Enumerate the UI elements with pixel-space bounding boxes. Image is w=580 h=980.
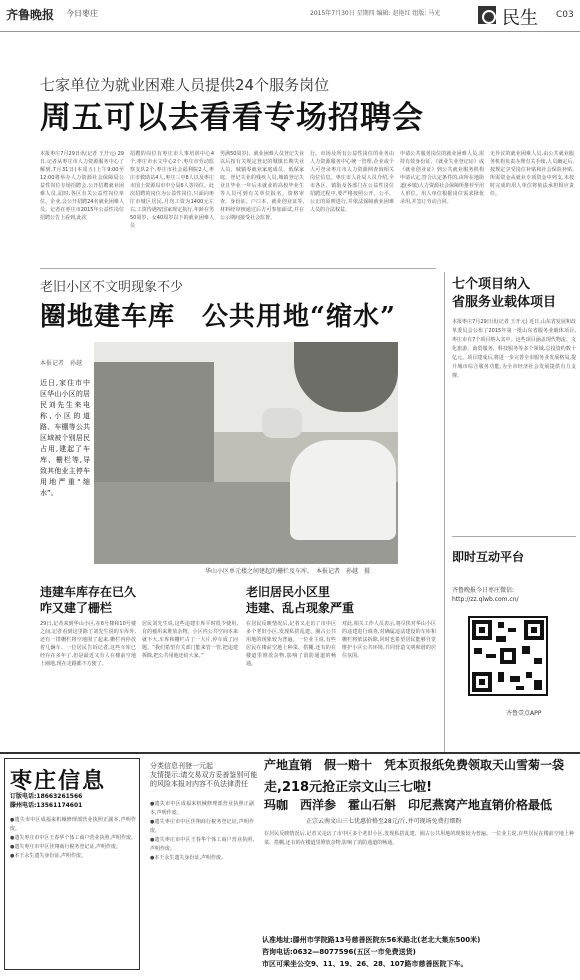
ad-line: 产地直销 假一赔十 凭本页报纸免费领取天山雪菊一袋	[264, 758, 565, 772]
story2-column: 居民刘先生说,这些违建车库平时很少使用,有的被用来堆放杂物。小区内公共空间本来就不大,车库和栅栏占了一大片,停车成了问题。“我们希望有关部门能来管一管,把违建拆除,把公共用地还给大家。”	[142, 621, 238, 659]
ad-subline: 正宗云南文山三七优惠价格至28元/斤,并可现场免费打细粉	[306, 818, 462, 825]
story1-column: 无异议的就业困难人员,由公共就业服务机构负责办理有关手续,人员确定后,按规定享受岗位补贴和社会保险补贴,所需资金从就业专项资金中列支,未按时完成的用人单位将依法承担相应责任。	[490, 151, 574, 197]
section-name: 民生	[502, 8, 538, 29]
story2-subhead: 违建车库存在已久 咋又建了栅栏	[40, 585, 137, 615]
newspaper-logo: 齐鲁晚报	[6, 8, 55, 22]
story2-lead: 近日,家住市中区华山小区的居民刘先生来电称,小区的道路、车棚等公共区域被个别居民占用,建起了车库、栅栏等,导致其他业主停车用地严重“缩水”。	[40, 379, 90, 497]
story2-column: 29日,记者来到华山小区,在6号楼和10号楼之间,记者看到这里除了刘先生说的车库外,还有一排栅栏将空地围了起来,栅栏内停放着几辆车。一位居民告诉记者,这些车库已经存在多年了,但是最近又有人在楼前空地上圈地,现在走路都不方便了。	[40, 621, 136, 667]
bottom-rule	[0, 752, 580, 754]
url-label: 齐鲁晚报今日枣庄微信:	[452, 587, 515, 594]
qr-caption: 齐鲁壹点APP	[506, 710, 542, 717]
classified-item: ●遗失枣庄市中区佳翔商行税务登记证,声明作废。	[150, 819, 254, 834]
story1-kicker: 七家单位为就业困难人员提供24个服务岗位	[40, 76, 330, 94]
classified-list	[150, 800, 254, 970]
classified-item: ●本王永生遗失身份证,声明作废。	[10, 853, 86, 859]
classified-item: ●遗失市中区成福来机械修理部营业执照正副本,声明作废。	[150, 801, 254, 816]
divider	[452, 536, 576, 537]
building	[94, 362, 214, 482]
ad-body: 在居民反映情况后,记者又走访了市中区多个老旧小区,发现私搭乱建、圈占公共用地的现象较为普遍。一位业主说,有些居民在楼前空地上种菜、搭棚,还有的在楼道里堆放杂物,影响了消防通道的畅通。	[264, 831, 574, 846]
classifieds-title: 枣庄信息	[10, 768, 107, 794]
story1-column: 本报枣庄7月29日讯(记者 王开元) 29日,记者从枣庄市人力资源服务中心了解到,7月31日(本周五)上午9:00至12:00将举办人力资源社会保障局公益性岗位专场招聘会,公开招聘就业困难人员,届时,各区有关公益性岗位单位、企业,会公开招聘24名就业困难人员。记者在枣庄市2015年公益性岗位招聘公告上看到,此次	[40, 151, 124, 221]
section-icon	[478, 6, 496, 24]
classified-item: ●遗失枣庄市中区王春华个体工商户营业执照,声明作废。	[10, 835, 136, 841]
classified-item: ●遗失枣庄市中区王春华个体工商户营业执照,声明作废。	[150, 837, 254, 852]
story2-kicker: 老旧小区不文明现象不少	[40, 280, 184, 295]
story1-column: 申请公共服务岗位的就业困难人员,需持有效身份证、《就业失业登记证》或《就业创业证》到公共就业服务机构申请认定,符合认定条件的,由所在地街道(乡镇)人力资源社会保障所推荐至用人单位。用人单位根据岗位需求择优录用,并签订劳动合同。	[400, 151, 484, 205]
ad-line: 玛咖 西洋参 霍山石斛 印尼燕窝产地直销价格最低	[264, 798, 553, 812]
news-photo	[94, 342, 398, 564]
classified-item: ●本王永生遗失身份证,声明作废。	[150, 855, 226, 861]
column-rule	[444, 272, 445, 752]
phone-line: 滕州电话:13561174601	[10, 802, 83, 809]
interactive-url	[452, 586, 519, 604]
story1-column: 男满50周岁)、就业困难人员登记失业以后按有关规定登记的城镇长期失业人员、城镇零就业家庭成员、低保家庭、登记失业的残疾人员,城镇登记失业且毕业一年后未就业的高校毕业生等人员可到有关单位报名。资格审查、身份证、户口本、就业创业证等,材料经审核通过后方可参加面试,并在公示期间接受社会监督。	[220, 151, 304, 221]
classified-item: ●遗失枣庄市中区佳翔商行税务登记证,声明作废。	[10, 844, 121, 850]
page-number: C03	[556, 10, 574, 20]
qr-code[interactable]	[468, 616, 548, 696]
covered-car	[290, 440, 396, 540]
photo-caption: 华山小区单元楼之间建起的栅栏及车库。 本报记者 孙越 摄	[205, 568, 371, 575]
ad-address: 认准地址:滕州市学院路13号慈善医院东56米路北(老北大集东500米) 咨询电话:0632—8077596(五区一市免费送货) 市区可乘坐公交9、11、19、26、28、107路市慈善医院下车。	[262, 936, 481, 968]
story1-column: 招聘的岗位有枣庄市人事培训中心4个,枣庄市水文中心2个,枣庄市劳动监察支队2个,枣庄市社会福利院2人,枣庄市救助站4人,枣庄三中8人以及枣庄市国土资源局市中分局6人等岗位。此次招聘的岗位为公益性岗位,只面向枣庄市城区居民,月均工资为1400元左右,工资待遇按国家规定执行,年龄在男50周岁、女40周岁以下的就业困难人员	[130, 151, 214, 229]
interactive-head: 即时互动平台	[452, 550, 525, 564]
classifieds-notice: 分类信息刊登一元起 友情提示:请交易双方妥善鉴别可能的风险本报对内容不负法律责任	[150, 762, 258, 788]
story2-headline: 圈地建车库 公共用地“缩水”	[40, 302, 396, 332]
story2-byline: 本报记者 孙越	[40, 360, 83, 367]
story1-headline: 周五可以去看看专场招聘会	[40, 100, 424, 136]
url-link[interactable]: http://zz.qlwb.com.cn/	[452, 596, 519, 603]
classifieds-phones	[10, 792, 82, 810]
parked-car	[262, 408, 302, 438]
divider	[40, 268, 436, 269]
ad-headline: 走,218元抢正宗文山三七啦!	[264, 780, 433, 795]
classified-item: ●遗失市中区成福来机械修理部营业执照正副本,声明作废。	[10, 817, 136, 832]
phone-line: 订版电话:18663261566	[10, 793, 83, 800]
story2-subhead: 老旧居民小区里 违建、乱占现象严重	[246, 585, 355, 615]
story2-column: 对此,相关工作人员表示,将尽快对华山小区的违建进行调查,对确属违法建设的车库和栅栏将依法拆除,同时也希望居民能够自觉维护小区公共环境,共同营造文明和谐的居住氛围。	[342, 621, 436, 659]
side-headline: 七个项目纳入 省服务业载体项目	[452, 277, 557, 310]
section-label	[478, 4, 578, 28]
qr-code-pattern	[470, 618, 546, 694]
story2-column: 在居民反映情况后,记者又走访了市中区多个老旧小区,发现私搭乱建、圈占公共用地的现象较为普遍。一位业主说,有些居民在楼前空地上种菜、搭棚,还有的在楼道里堆放杂物,影响了消防通道的畅通。	[246, 621, 336, 667]
logo-tag: 今日枣庄	[66, 9, 98, 18]
side-body: 本报枣庄7月29日讯(记者 王开元) 近日,山东省发展和改革委员会公布了2015年第一批山东省服务业载体项目,枣庄市有7个项目纳入其中。这些项目涵盖现代物流、文化旅游、商贸服务、科技服务等多个领域,总投资约数十亿元。项目建成后,将进一步完善全市服务业发展格局,提升城市综合服务功能,为全市经济社会发展提供有力支撑。	[452, 319, 576, 379]
story1-column: 行。市场及所有公益性岗位的业务由人力资源服务中心统一管理,企业或个人可登录枣庄市人力资源网查询相关岗位信息。枣庄市人社局人员介绍,全市各区、镇街及各部门在公益性岗位招聘过程中,要严格按照公开、公平、公正的原则进行,并依法保障就业困难人员的合法权益。	[310, 151, 394, 213]
classified-list	[10, 816, 136, 966]
date-meta: 2015年7月30日 星期四 编辑: 赵艳红 组版: 马光	[310, 10, 441, 17]
